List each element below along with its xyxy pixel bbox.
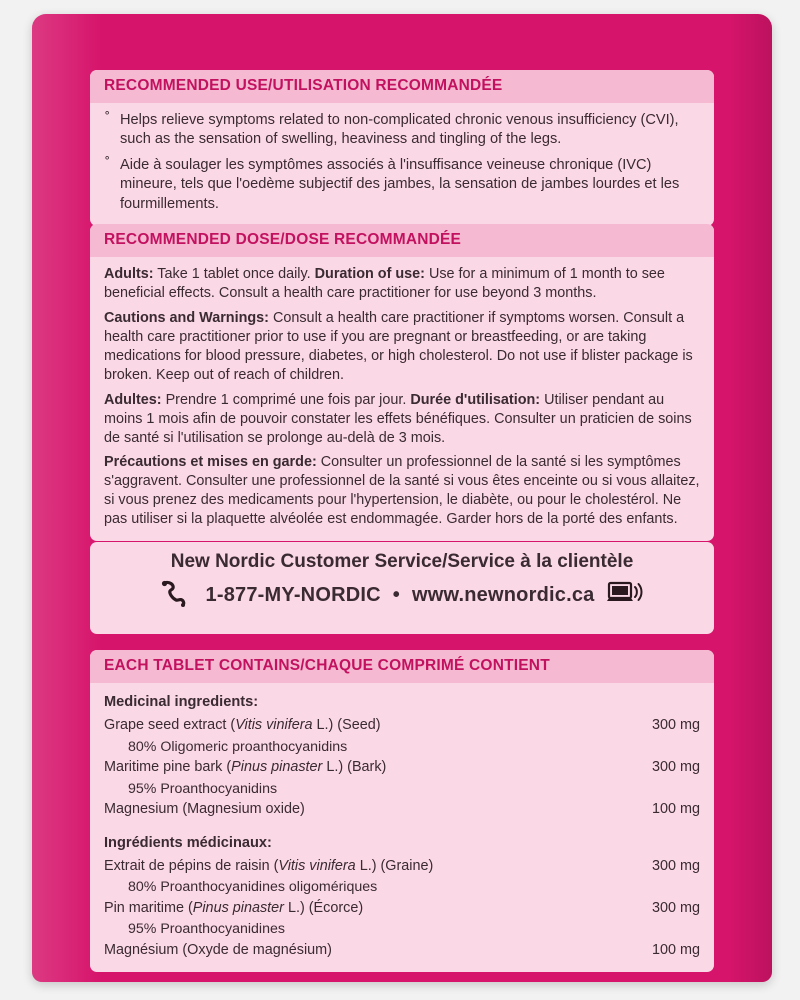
ingredient-name: Magnesium (Magnesium oxide): [104, 801, 305, 818]
dose-cautions-text: Consult a health care practitioner if symptoms worsen. Consult a health care practitioner prior to use if you are pregnant or breastfeeding, or are taking medications for blood pressure, diabetes, or high cholesterol. Do not use if blister package is broken. Keep out of reach of children.: [104, 309, 693, 383]
customer-service-website[interactable]: www.newnordic.ca: [411, 583, 595, 606]
customer-service-title: New Nordic Customer Service/Service à la clientèle: [170, 551, 634, 572]
dose-precautions-paragraph: [104, 453, 700, 529]
dose-cautions-paragraph: [104, 309, 700, 385]
dose-duration-label: Duration of use:: [314, 266, 425, 282]
ingredient-name: Extrait de pépins de raisin (Vitis vinifera L.) (Graine): [104, 858, 434, 875]
ingredient-subnote: 80% Oligomeric proanthocyanidins: [128, 738, 348, 755]
customer-service-separator: •: [392, 583, 400, 606]
customer-service-inner: [90, 542, 714, 611]
recommended-dose-header: RECOMMENDED DOSE/DOSE RECOMMANDÉE: [90, 224, 714, 257]
dose-adults-label: Adults:: [104, 266, 154, 282]
dose-duration-text: Use for a minimum of 1 month to see beneficial effects. Consult a health care practitioner for use beyond 3 months.: [104, 266, 665, 301]
product-package: [32, 14, 772, 982]
dose-adultes-text: Prendre 1 comprimé une fois par jour.: [161, 391, 411, 408]
dose-adultes-paragraph: [104, 391, 700, 448]
dose-cautions-label: Cautions and Warnings:: [104, 309, 269, 326]
table-row: [104, 758, 700, 777]
ingredient-name: Magnésium (Oxyde de magnésium): [104, 942, 332, 959]
customer-service-contact: [90, 579, 714, 611]
ingredient-subnote: 95% Proanthocyanidines: [128, 921, 285, 938]
table-row: [104, 941, 700, 960]
recommended-use-english: [104, 111, 700, 150]
recommended-use-english-text: Helps relieve symptoms related to non-complicated chronic venous insufficiency (CVI), such as the sensation of swelling, heaviness and tingling of the legs.: [120, 112, 679, 148]
bullet-icon: ˚: [105, 154, 110, 172]
recommended-use-french: [104, 156, 700, 214]
recommended-dose-panel: [90, 224, 714, 541]
phone-icon: [160, 579, 194, 611]
ingredients-body: [90, 683, 714, 972]
ingredient-subnote: 80% Proanthocyanidines oligomériques: [128, 879, 378, 896]
dose-duree-text: Utiliser pendant au moins 1 mois afin de pouvoir constater les effets bénéfiques. Consulter un praticien de soins de santé si l'utilisation se prolonge au-delà de 3 mois.: [104, 391, 692, 446]
bullet-icon: ˚: [105, 110, 110, 127]
dose-duree-label: Durée d'utilisation:: [410, 391, 541, 408]
ingredient-name: Grape seed extract (Vitis vinifera L.) (Seed): [104, 717, 381, 734]
ingredients-french-title: Ingrédients médicinaux:: [104, 834, 272, 851]
ingredient-amount: 300 mg: [652, 900, 700, 917]
ingredient-amount: 100 mg: [652, 801, 700, 818]
recommended-use-header: RECOMMENDED USE/UTILISATION RECOMMANDÉE: [90, 70, 714, 103]
recommended-use-french-text: Aide à soulager les symptômes associés à l'insuffisance veineuse chronique (IVC) mineure, tels que l'oedème subjectif des jambes, la sensation de jambes lourdes et les fourmillements.: [120, 156, 680, 212]
ingredient-subnote: 95% Proanthocyanidins: [128, 780, 278, 797]
ingredients-english-title: Medicinal ingredients:: [104, 694, 259, 710]
table-row: [104, 857, 700, 876]
dose-adults-text: Take 1 tablet once daily.: [153, 266, 315, 282]
ingredient-amount: 300 mg: [652, 858, 700, 875]
ingredient-amount: 300 mg: [652, 759, 700, 776]
dose-adults-paragraph: [104, 265, 700, 303]
customer-service-panel: [90, 542, 714, 634]
table-row: [104, 899, 700, 918]
table-row: [104, 800, 700, 819]
ingredients-header: EACH TABLET CONTAINS/CHAQUE COMPRIMÉ CONTIENT: [90, 650, 714, 683]
ingredients-panel: [90, 650, 714, 972]
recommended-use-panel: [90, 70, 714, 226]
recommended-use-body: [90, 103, 714, 226]
dose-adultes-label: Adultes:: [104, 391, 162, 408]
ingredient-amount: 300 mg: [652, 717, 700, 734]
ingredient-amount: 100 mg: [652, 942, 700, 959]
dose-precautions-label: Précautions et mises en garde:: [104, 454, 317, 471]
ingredient-name: Maritime pine bark (Pinus pinaster L.) (Bark): [104, 759, 387, 776]
table-row: [104, 716, 700, 735]
recommended-dose-body: [90, 257, 714, 541]
dose-precautions-text: Consulter un professionnel de la santé si les symptômes s'aggravent. Consulter une professionnel de la santé si vous êtes enceinte ou si vous allaitez, si vous prenez des medicaments pour l'hypertension, le diabète, ou pour le cholestérol. Ne pas utiliser si la plaquette alvéolée est endommagée. Garder hors de la porté des enfants.: [104, 454, 700, 528]
ingredient-name: Pin maritime (Pinus pinaster L.) (Écorce): [104, 900, 364, 917]
customer-service-phone[interactable]: 1-877-MY-NORDIC: [205, 583, 381, 606]
laptop-icon: [606, 580, 644, 610]
